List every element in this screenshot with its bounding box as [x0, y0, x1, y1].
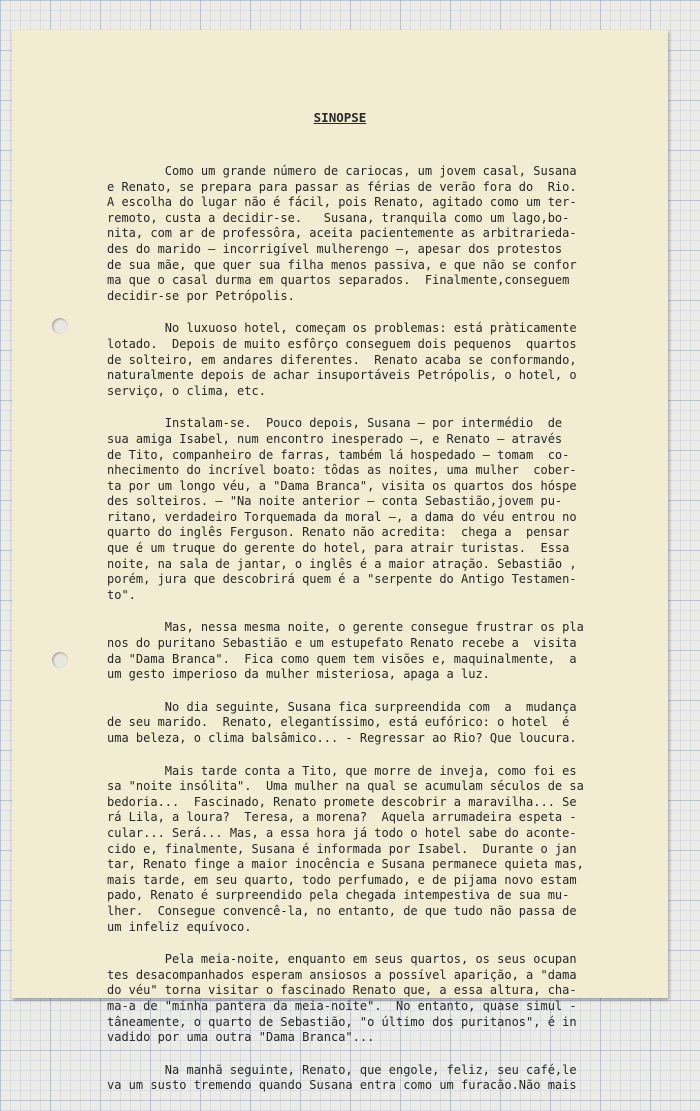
text-line: tar, Renato finge a maior inocência e Susana permanece quieta mas, — [107, 857, 584, 872]
text-line: ma-a de "minha pantera da meia-noite". No entanto, quase simul - — [107, 998, 577, 1013]
document-title: SINOPSE — [313, 110, 367, 125]
typewritten-sheet — [12, 30, 668, 1093]
punch-hole — [52, 318, 68, 334]
text-line: Pela meia-noite, enquanto em seus quartos, os seus ocupan — [107, 952, 577, 967]
text-line: ma que o casal durma em quartos separados. Finalmente,conseguem — [107, 273, 570, 288]
text-line: sua amiga Isabel, num encontro inesperado —, e Renato — através — [107, 431, 563, 446]
text-line: vadido por uma outra "Dama Branca"... — [107, 1030, 375, 1045]
text-line: nos do puritano Sebastião e um estupefato Renato recebe a visita — [107, 636, 577, 651]
text-line: tes desacompanhados esperam ansiosos a possível aparição, a "dama — [107, 967, 577, 982]
text-line: Mas, nessa mesma noite, o gerente consegue frustrar os pla — [107, 620, 584, 635]
paragraph — [107, 764, 607, 936]
text-line: pado, Renato é surpreendido pela chegada intempestiva de sua mu- — [107, 888, 570, 903]
text-line: ritano, verdadeiro Torquemada da moral —, a dama do véu entrou no — [107, 509, 577, 524]
text-line: do véu" torna visitar o fascinado Renato que, a essa altura, cha- — [107, 983, 577, 998]
text-line: to". — [107, 587, 136, 602]
text-line: remoto, custa a decidir-se. Susana, tranquila como um lago,bo- — [107, 210, 570, 225]
text-line: um gesto imperioso da mulher misteriosa, apaga a luz. — [107, 667, 490, 682]
text-line: cido e, finalmente, Susana é informada por Isabel. Durante o jan — [107, 841, 577, 856]
text-line: da "Dama Branca". Fica como quem tem visões e, maquinalmente, a — [107, 651, 577, 666]
text-line: nita, com ar de professôra, aceita pacientemente as arbitrarieda- — [107, 226, 577, 241]
text-line: quarto do inglês Ferguson. Renato não acredita: chega a pensar — [107, 525, 570, 540]
text-line: des solteiros. — "Na noite anterior — conta Sebastião,jovem pu- — [107, 494, 563, 509]
text-line: No luxuoso hotel, começam os problemas: está pràticamente — [107, 321, 577, 336]
paragraph — [107, 1063, 607, 1094]
text-line: porém, jura que descobrirá quem é a "serpente do Antigo Testamen- — [107, 572, 577, 587]
text-line: lher. Consegue convencê-la, no entanto, de que tudo não passa de — [107, 903, 577, 918]
text-line: decidir-se por Petrópolis. — [107, 288, 295, 303]
text-line: No dia seguinte, Susana fica surpreendida com a mudança — [107, 699, 577, 714]
text-line: de Tito, companheiro de farras, também lá hospedado — tomam co- — [107, 447, 570, 462]
paragraph — [107, 700, 607, 747]
text-line: Na manhã seguinte, Renato, que engole, feliz, seu café,le — [107, 1062, 577, 1077]
text-line: Mais tarde conta a Tito, que morre de inveja, como foi es — [107, 763, 577, 778]
text-line: nhecimento do incrível boato: tôdas as noites, uma mulher cober- — [107, 463, 577, 478]
text-line: ta por um longo véu, a "Dama Branca", visita os quartos dos hóspe — [107, 478, 577, 493]
paragraph — [107, 416, 607, 603]
text-line: sa "noite insólita". Uma mulher na qual se acumulam séculos de sa — [107, 779, 584, 794]
text-line: de sua mãe, que quer sua filha menos passiva, e que não se confor — [107, 257, 577, 272]
text-line: va um susto tremendo quando Susana entra como um furacão.Não mais — [107, 1078, 577, 1093]
paragraph — [107, 321, 607, 399]
document-body — [107, 164, 607, 1111]
text-line: rá Lila, a loura? Teresa, a morena? Aquela arrumadeira espeta - — [107, 810, 577, 825]
text-line: que é um truque do gerente do hotel, para atrair turistas. Essa — [107, 541, 570, 556]
text-line: naturalmente depois de achar insuportáveis Petrópolis, o hotel, o — [107, 368, 577, 383]
text-line: serviço, o clima, etc. — [107, 383, 266, 398]
text-line: lotado. Depois de muito esfôrço conseguem dois pequenos quartos — [107, 336, 577, 351]
text-line: tâneamente, o quarto de Sebastião, "o último dos puritanos", é in — [107, 1014, 577, 1029]
text-line: de seu marido. Renato, elegantíssimo, está eufórico: o hotel é — [107, 715, 570, 730]
text-line: uma beleza, o clima balsâmico... - Regressar ao Rio? Que loucura. — [107, 731, 577, 745]
text-line: bedoria... Fascinado, Renato promete descobrir a maravilha... Se — [107, 794, 577, 809]
paragraph — [107, 952, 607, 1046]
text-line: A escolha do lugar não é fácil, pois Renato, agitado como um ter- — [107, 195, 577, 210]
text-line: Instalam-se. Pouco depois, Susana — por intermédio de — [107, 416, 563, 431]
punch-hole — [52, 652, 68, 668]
text-line: mais tarde, em seu quarto, todo perfumado, e de pijama novo estam — [107, 872, 577, 887]
text-line: des do marido — incorrigível mulherengo —, apesar dos protestos — [107, 241, 563, 256]
text-line: Como um grande número de cariocas, um jovem casal, Susana — [107, 164, 577, 178]
text-line: de solteiro, em andares diferentes. Renato acaba se conformando, — [107, 352, 577, 367]
paragraph — [107, 164, 607, 304]
text-line: cular... Será... Mas, a essa hora já todo o hotel sabe do aconte- — [107, 825, 577, 840]
text-line: um infeliz equívoco. — [107, 919, 252, 934]
paragraph — [107, 620, 607, 682]
text-line: noite, na sala de jantar, o inglês é a maior atração. Sebastião , — [107, 556, 577, 571]
text-line: e Renato, se prepara para passar as férias de verão fora do Rio. — [107, 179, 577, 194]
